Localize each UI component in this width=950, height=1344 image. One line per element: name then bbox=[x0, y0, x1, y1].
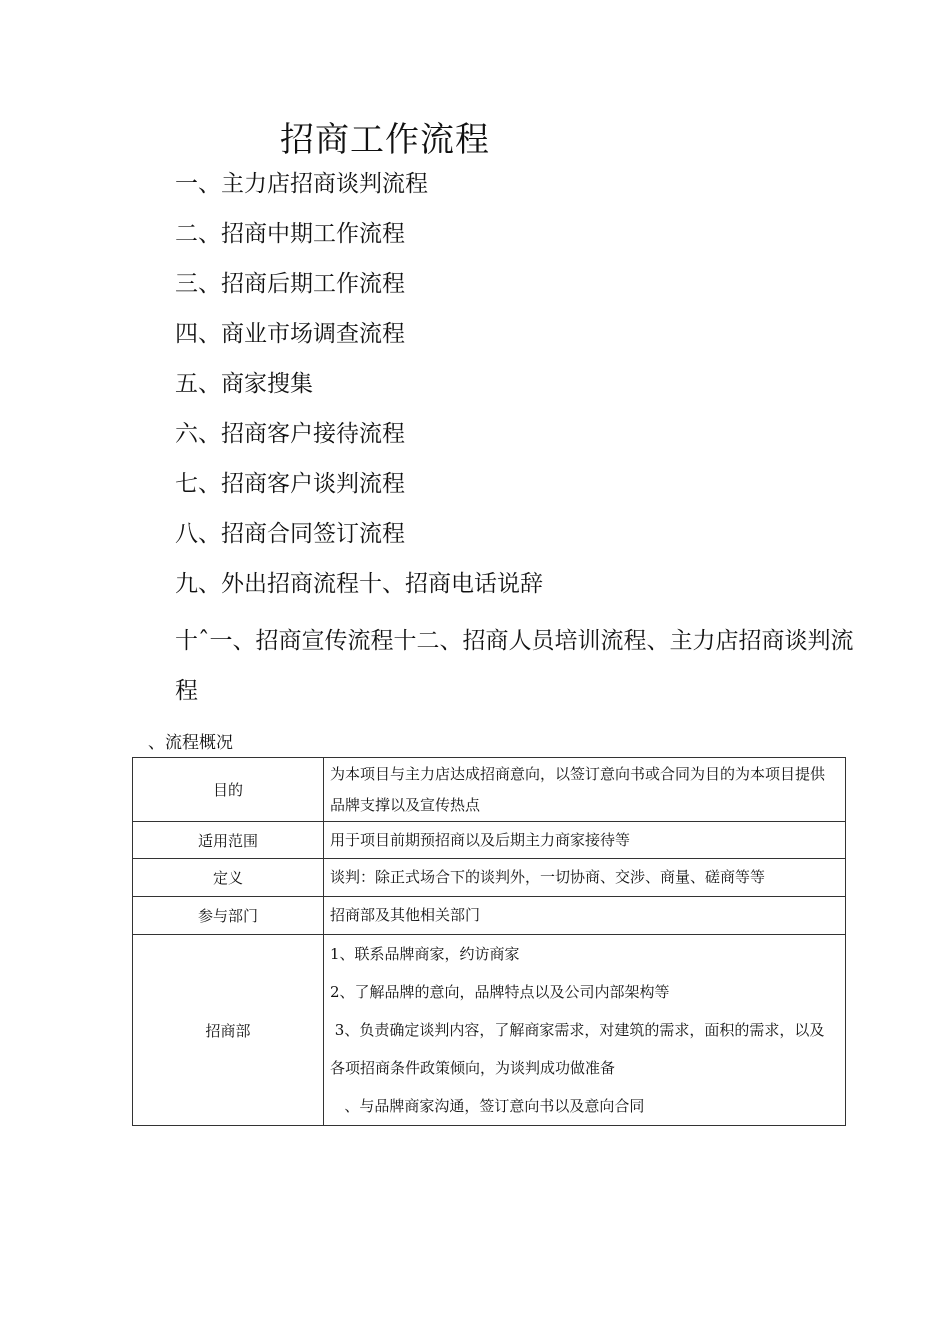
step-item: 2、了解品牌的意向，品牌特点以及公司内部架构等 bbox=[330, 983, 670, 1001]
row-value: 招商部及其他相关部门 bbox=[324, 897, 846, 935]
table-of-contents bbox=[175, 166, 855, 716]
table-row bbox=[133, 859, 846, 897]
toc-item: 六、招商客户接待流程 bbox=[175, 421, 405, 447]
toc-item: 二、招商中期工作流程 bbox=[175, 221, 405, 247]
table-row bbox=[133, 935, 846, 1126]
toc-item: 一、主力店招商谈判流程 bbox=[175, 171, 428, 197]
section-heading: 、流程概况 bbox=[148, 733, 233, 753]
step-item: 1、联系品牌商家，约访商家 bbox=[330, 945, 520, 963]
row-value: 为本项目与主力店达成招商意向，以签订意向书或合同为目的为本项目提供品牌支撑以及宣传热点 bbox=[324, 758, 846, 822]
row-label: 招商部 bbox=[133, 935, 324, 1126]
toc-item: 七、招商客户谈判流程 bbox=[175, 471, 405, 497]
toc-item: 五、商家搜集 bbox=[175, 371, 313, 397]
row-value: 谈判：除正式场合下的谈判外，一切协商、交涉、商量、磋商等等 bbox=[324, 859, 846, 897]
step-item: 3、负责确定谈判内容，了解商家需求，对建筑的需求，面积的需求，以及各项招商条件政策倾向，为谈判成功做准备 bbox=[330, 1021, 825, 1077]
table-row bbox=[133, 897, 846, 935]
row-value: 用于项目前期预招商以及后期主力商家接待等 bbox=[324, 822, 846, 859]
document-title: 招商工作流程 bbox=[280, 120, 490, 160]
process-overview-table bbox=[132, 757, 846, 1126]
row-label: 参与部门 bbox=[133, 897, 324, 935]
table-row bbox=[133, 822, 846, 859]
toc-item: 九、外出招商流程十、招商电话说辞 bbox=[175, 571, 543, 597]
toc-item: 八、招商合同签订流程 bbox=[175, 521, 405, 547]
toc-item: 四、商业市场调查流程 bbox=[175, 321, 405, 347]
row-value-steps bbox=[324, 935, 846, 1126]
row-label: 定义 bbox=[133, 859, 324, 897]
row-label: 目的 bbox=[133, 758, 324, 822]
step-item: 、与品牌商家沟通，签订意向书以及意向合同 bbox=[330, 1097, 645, 1115]
table-row bbox=[133, 758, 846, 822]
row-label: 适用范围 bbox=[133, 822, 324, 859]
toc-item: 十ˆ一、招商宣传流程十二、招商人员培训流程、主力店招商谈判流程 bbox=[175, 628, 854, 704]
toc-item: 三、招商后期工作流程 bbox=[175, 271, 405, 297]
